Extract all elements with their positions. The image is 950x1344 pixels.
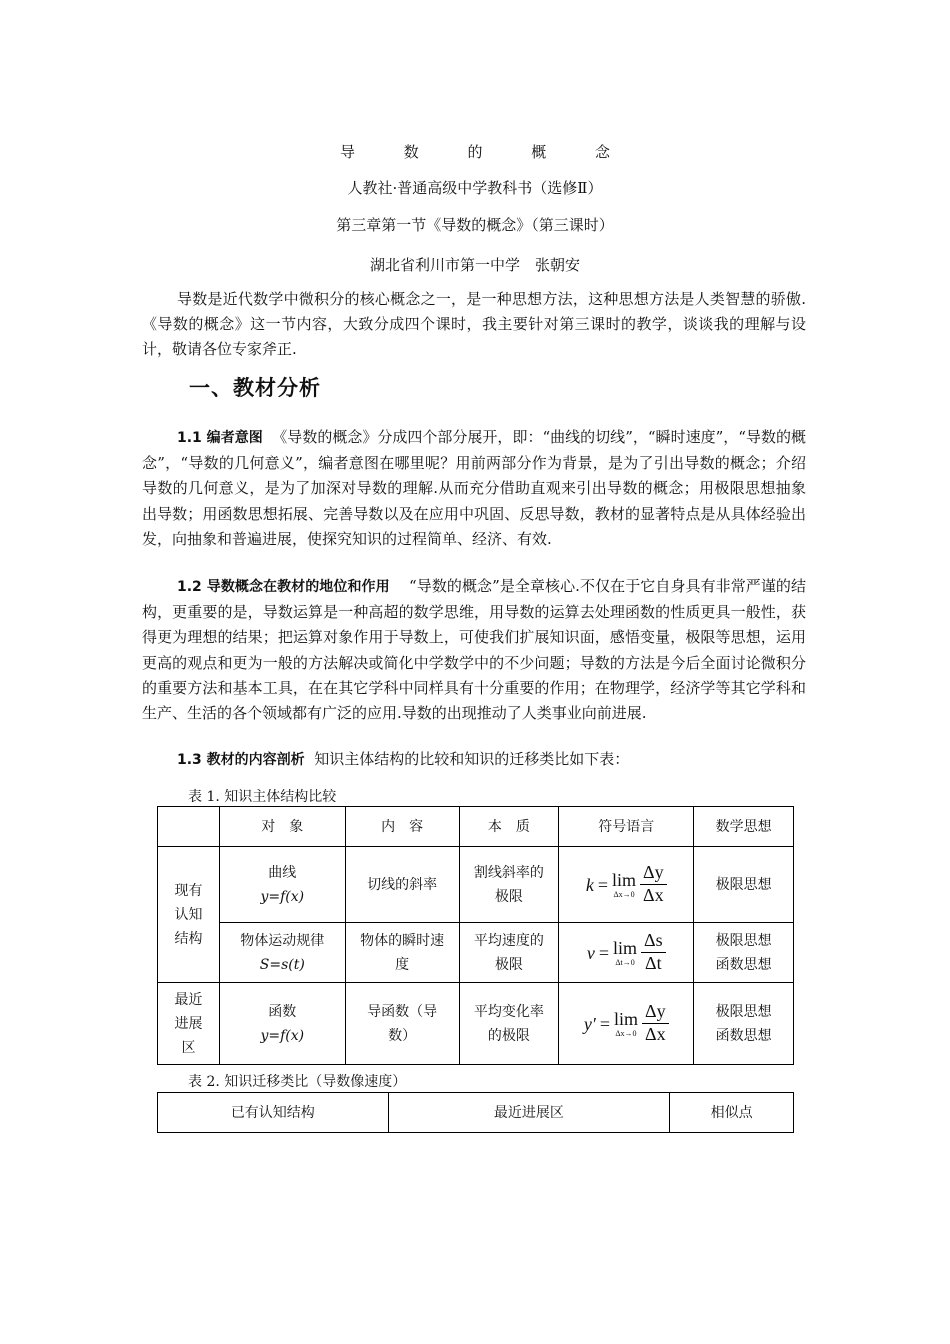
header-cell: 本 质 [459, 807, 559, 847]
paragraph-label: 1.2 导数概念在教材的地位和作用 [177, 579, 390, 595]
content-cell: 导函数（导数） [345, 983, 459, 1065]
intro-paragraph: 导数是近代数学中微积分的核心概念之一，是一种思想方法，这种思想方法是人类智慧的骄傲.《导数的概念》这一节内容，大致分成四个课时，我主要针对第三课时的教学，谈谈我的理解与设计，敬请各位专家斧正. [142, 290, 806, 359]
header-cell: 内 容 [345, 807, 459, 847]
thought-line: 极限思想 [715, 932, 772, 949]
paragraph-1-1 [142, 425, 806, 552]
formula-numerator: Δy [640, 863, 667, 885]
formula-numerator: Δs [641, 931, 666, 953]
group-label-cell: 现有认知结构 [158, 847, 220, 983]
object-cell [219, 983, 345, 1065]
thought-line: 极限思想 [715, 876, 772, 893]
table2-caption: 表 2. 知识迁移类比（导数像速度） [188, 1074, 407, 1090]
formula-denominator: Δx [643, 885, 664, 905]
essence-cell: 平均变化率的极限 [459, 983, 559, 1065]
formula-lim: lim [613, 1008, 638, 1029]
formula-subscript: Δt→0 [615, 957, 635, 967]
chapter-line: 第三章第一节《导数的概念》（第三课时） [336, 216, 614, 234]
formula-cell [559, 983, 694, 1065]
object-expression: S=s(t) [259, 956, 305, 973]
formula-denominator: Δt [645, 953, 662, 973]
header-cell: 符号语言 [559, 807, 694, 847]
header-cell [158, 807, 220, 847]
header-cell: 对 象 [219, 807, 345, 847]
object-expression: y=f(x) [260, 1027, 305, 1044]
publisher-line: 人教社·普通高级中学教科书（选修Ⅱ） [347, 179, 603, 197]
formula-equals: = [599, 1013, 610, 1034]
paragraph-1-3 [142, 747, 806, 773]
paragraph-label: 1.3 教材的内容剖析 [177, 752, 305, 768]
knowledge-structure-table [157, 806, 794, 1065]
object-expression: y=f(x) [260, 888, 305, 905]
header-cell: 相似点 [670, 1093, 794, 1133]
document-title: 导 数 的 概 念 [339, 143, 633, 161]
formula-cell [559, 923, 694, 983]
formula-lim: lim [613, 937, 638, 958]
header-cell: 最近进展区 [388, 1093, 670, 1133]
table-row [158, 923, 794, 983]
formula-equals: = [597, 874, 609, 895]
thought-cell [694, 923, 794, 983]
thought-cell [694, 983, 794, 1065]
formula-subscript: Δx→0 [615, 1028, 637, 1038]
header-cell: 数学思想 [694, 807, 794, 847]
formula-lhs: y′ [583, 1013, 596, 1034]
thought-line: 函数思想 [715, 956, 772, 973]
formula-equals: = [598, 942, 610, 963]
table-header-row [158, 807, 794, 847]
thought-cell [694, 847, 794, 923]
formula-numerator: Δy [642, 1002, 669, 1024]
object-name: 物体运动规律 [240, 932, 325, 949]
formula-lim: lim [612, 869, 637, 890]
table-header-row [158, 1093, 794, 1133]
thought-line: 函数思想 [715, 1027, 772, 1044]
content-cell: 物体的瞬时速度 [345, 923, 459, 983]
limit-formula [587, 931, 666, 974]
group-label-cell: 最近进展区 [158, 983, 220, 1065]
section-heading: 一、教材分析 [189, 376, 321, 400]
formula-subscript: Δx→0 [613, 889, 635, 899]
table-row [158, 983, 794, 1065]
formula-lhs: k [585, 874, 594, 895]
essence-cell: 平均速度的极限 [459, 923, 559, 983]
paragraph-text: “导数的概念”是全章核心.不仅在于它自身具有非常严谨的结构，更重要的是，导数运算是一种高超的数学思维，用导数的运算去处理函数的性质更具一般性，获得更为理想的结果；把运算对象作用于导数上，可使我们扩展知识面，感悟变量，极限等思想，运用更高的观点和更为一般的方法解决或简化中学数学中的不少问题；导数的方法是今后全面讨论微积分的重要方法和基本工具，在在其它学科中同样具有十分重要的作用；在物理学，经济学等其它学科和生产、生活的各个领域都有广泛的应用.导数的出现推动了人类事业向前进展. [142, 577, 806, 723]
formula-lhs: v [586, 942, 595, 963]
paragraph-1-2 [142, 574, 806, 726]
object-name: 曲线 [268, 864, 297, 881]
object-cell [219, 847, 345, 923]
essence-cell: 割线斜率的极限 [459, 847, 559, 923]
object-name: 函数 [268, 1003, 297, 1020]
content-cell: 切线的斜率 [345, 847, 459, 923]
object-cell [219, 923, 345, 983]
table-row [158, 847, 794, 923]
table1-caption: 表 1. 知识主体结构比较 [188, 789, 337, 805]
knowledge-transfer-table [157, 1092, 794, 1133]
header-cell: 已有认知结构 [158, 1093, 389, 1133]
limit-formula [586, 863, 667, 906]
formula-cell [559, 847, 694, 923]
limit-formula [584, 1002, 669, 1045]
paragraph-label: 1.1 编者意图 [177, 430, 263, 446]
paragraph-text: 知识主体结构的比较和知识的迁移类比如下表： [314, 750, 630, 768]
paragraph-text: 《导数的概念》分成四个部分展开，即：“曲线的切线”，“瞬时速度”，“导数的概念”，“导数的几何意义”，编者意图在哪里呢？用前两部分作为背景，是为了引出导数的概念；介绍导数的几何意义，是为了加深对导数的理解.从而充分借助直观来引出导数的概念；用极限思想抽象出导数；用函数思想拓展、完善导数以及在应用中巩固、反思导数，教材的显著特点是从具体经验出发，向抽象和普遍进展，使探究知识的过程简单、经济、有效. [142, 428, 806, 548]
author-line: 湖北省利川市第一中学 张朝安 [369, 256, 580, 274]
thought-line: 极限思想 [715, 1003, 772, 1020]
formula-denominator: Δx [645, 1024, 666, 1044]
